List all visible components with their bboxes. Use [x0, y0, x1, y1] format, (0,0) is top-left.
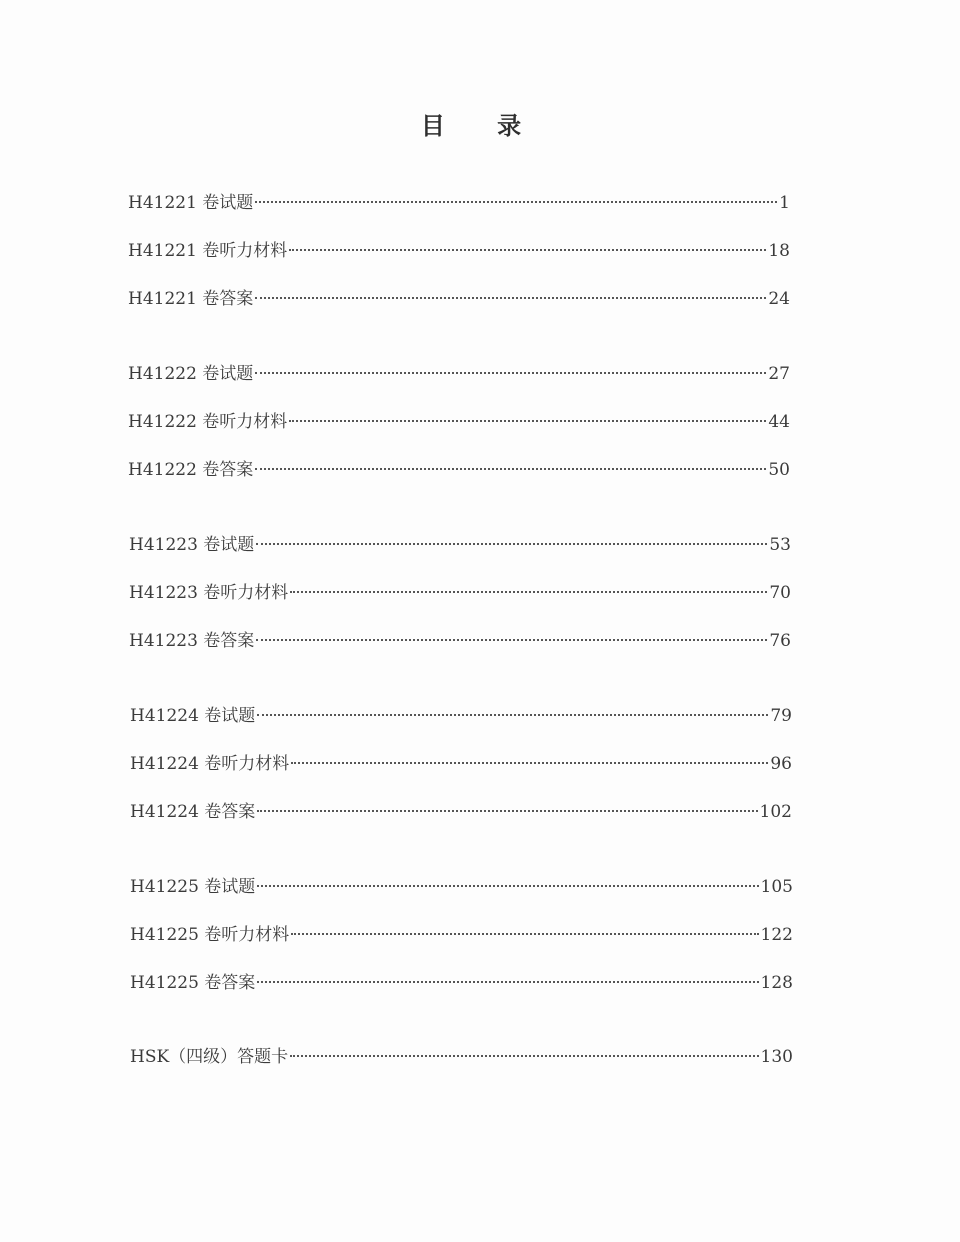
leader-dots: [255, 372, 766, 374]
toc-entry-page: 44: [768, 412, 790, 432]
toc-entry[interactable]: [130, 1042, 793, 1066]
leader-dots: [256, 543, 767, 545]
toc-entry-page: 79: [770, 706, 792, 726]
toc-entry[interactable]: [130, 797, 792, 821]
toc-entry[interactable]: [130, 968, 793, 992]
toc-entry-page: 1: [779, 193, 790, 213]
toc-entry[interactable]: [128, 455, 790, 479]
leader-dots: [257, 981, 758, 983]
leader-dots: [257, 714, 768, 716]
toc-entry-label: H41222 卷试题: [128, 364, 254, 384]
toc-entry-page: 18: [768, 241, 790, 261]
toc-entry[interactable]: [128, 188, 790, 212]
toc-entry-page: 24: [768, 289, 790, 309]
toc-entry-page: 96: [770, 754, 792, 774]
leader-dots: [255, 468, 766, 470]
leader-dots: [255, 297, 766, 299]
toc-entry-label: H41224 卷听力材料: [130, 754, 290, 774]
toc-entry-page: 27: [768, 364, 790, 384]
toc-entry[interactable]: [130, 749, 792, 773]
toc-entry[interactable]: [128, 284, 790, 308]
toc-entry[interactable]: [129, 578, 791, 602]
toc-entry-label: H41221 卷答案: [128, 289, 254, 309]
toc-entry-page: 70: [769, 583, 791, 603]
toc-entry-page: 130: [760, 1047, 793, 1067]
toc-entry-page: 122: [760, 925, 793, 945]
toc-entry-page: 102: [759, 802, 792, 822]
toc-entry-label: H41224 卷答案: [130, 802, 256, 822]
toc-entry-page: 76: [769, 631, 791, 651]
toc-entry[interactable]: [129, 530, 791, 554]
toc-entry-page: 105: [760, 877, 793, 897]
leader-dots: [291, 762, 768, 764]
toc-entry-label: HSK（四级）答题卡: [130, 1047, 289, 1067]
leader-dots: [257, 810, 757, 812]
toc-entry-label: H41225 卷答案: [130, 973, 256, 993]
toc-entry[interactable]: [129, 626, 791, 650]
toc-entry-label: H41224 卷试题: [130, 706, 256, 726]
toc-entry[interactable]: [130, 872, 793, 896]
leader-dots: [256, 639, 767, 641]
toc-entry-label: H41221 卷听力材料: [128, 241, 288, 261]
toc-entry-page: 53: [769, 535, 791, 555]
toc-entry[interactable]: [128, 359, 790, 383]
toc-entry[interactable]: [128, 407, 790, 431]
leader-dots: [290, 1055, 758, 1057]
leader-dots: [291, 933, 758, 935]
toc-entry-label: H41223 卷听力材料: [129, 583, 289, 603]
toc-entry-label: H41223 卷试题: [129, 535, 255, 555]
toc-entry-label: H41223 卷答案: [129, 631, 255, 651]
toc-entry-label: H41221 卷试题: [128, 193, 254, 213]
toc-entry-page: 50: [768, 460, 790, 480]
toc-entry[interactable]: [130, 920, 793, 944]
page-title: 目 录: [420, 112, 544, 140]
toc-entry-label: H41222 卷答案: [128, 460, 254, 480]
toc-entry-label: H41225 卷试题: [130, 877, 256, 897]
toc-entry-label: H41225 卷听力材料: [130, 925, 290, 945]
leader-dots: [289, 420, 766, 422]
leader-dots: [289, 249, 766, 251]
leader-dots: [290, 591, 767, 593]
toc-entry[interactable]: [130, 701, 792, 725]
toc-entry[interactable]: [128, 236, 790, 260]
toc-entry-label: H41222 卷听力材料: [128, 412, 288, 432]
leader-dots: [257, 885, 758, 887]
leader-dots: [255, 201, 777, 203]
toc-entry-page: 128: [760, 973, 793, 993]
